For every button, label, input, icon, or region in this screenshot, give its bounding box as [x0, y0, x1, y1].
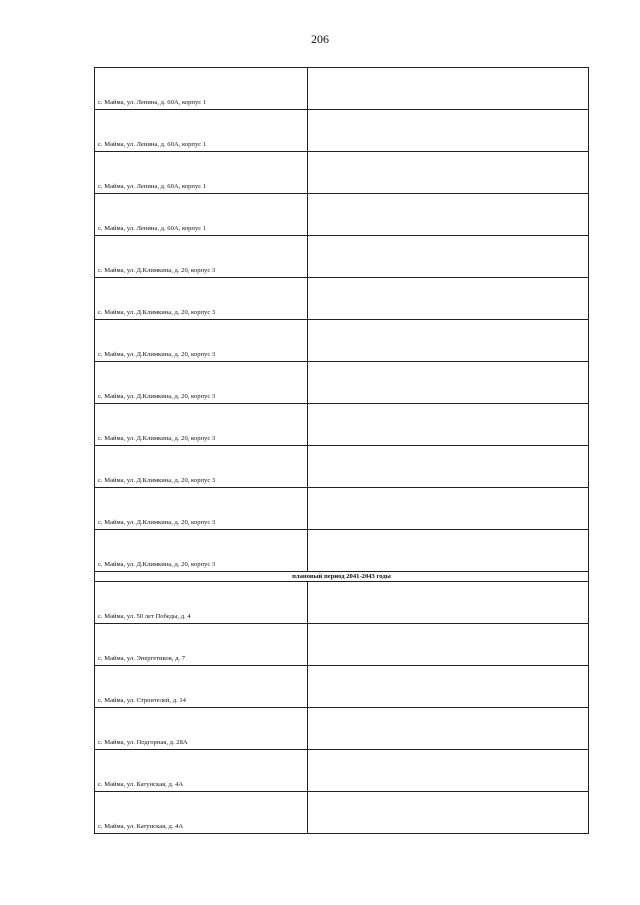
work-description-cell [308, 708, 589, 750]
section-header: плановый период 2041-2043 годы [95, 572, 589, 582]
table-row [95, 152, 589, 194]
table-row [95, 320, 589, 362]
table-row [95, 236, 589, 278]
address-cell: с. Майма, ул. Катунская, д. 4А [95, 750, 308, 792]
table-row [95, 792, 589, 834]
table-row [95, 278, 589, 320]
address-cell: с. Майма, ул. Ленина, д. 60А, корпус 1 [95, 194, 308, 236]
address-cell: с. Майма, ул. Строителей, д. 14 [95, 666, 308, 708]
address-cell: с. Майма, ул. Катунская, д. 4А [95, 792, 308, 834]
address-cell: с. Майма, ул. Ленина, д. 60А, корпус 1 [95, 110, 308, 152]
work-description-cell [308, 404, 589, 446]
work-description-cell [308, 236, 589, 278]
work-description-cell [308, 624, 589, 666]
address-cell: с. Майма, ул. Д.Климкина, д. 20, корпус 3 [95, 362, 308, 404]
table-row [95, 446, 589, 488]
table-row [95, 68, 589, 110]
table-row [95, 530, 589, 572]
work-description-cell [308, 152, 589, 194]
table-row [95, 488, 589, 530]
address-cell: с. Майма, ул. Энергетиков, д. 7 [95, 624, 308, 666]
work-description-cell [308, 362, 589, 404]
table-row [95, 708, 589, 750]
section-header-row [95, 572, 589, 582]
table-row [95, 194, 589, 236]
address-cell: с. Майма, ул. Ленина, д. 60А, корпус 1 [95, 152, 308, 194]
address-cell: с. Майма, ул. Д.Климкина, д. 20, корпус 3 [95, 530, 308, 572]
work-description-cell [308, 278, 589, 320]
address-cell: с. Майма, ул. Подгорная, д. 28А [95, 708, 308, 750]
page-number: 206 [311, 32, 329, 46]
work-description-cell [308, 582, 589, 624]
work-description-cell [308, 68, 589, 110]
address-cell: с. Майма, ул. Ленина, д. 60А, корпус 1 [95, 68, 308, 110]
address-cell: с. Майма, ул. Д.Климкина, д. 20, корпус 3 [95, 278, 308, 320]
work-description-cell [308, 320, 589, 362]
table-row [95, 362, 589, 404]
table-row [95, 110, 589, 152]
address-cell: с. Майма, ул. Д.Климкина, д. 20, корпус 3 [95, 488, 308, 530]
address-cell: с. Майма, ул. 50 лет Победы, д. 4 [95, 582, 308, 624]
table-row [95, 750, 589, 792]
table-row [95, 582, 589, 624]
works-table [94, 67, 589, 834]
section-header-body [95, 572, 589, 582]
address-cell: с. Майма, ул. Д.Климкина, д. 20, корпус 3 [95, 446, 308, 488]
work-description-cell [308, 750, 589, 792]
address-cell: с. Майма, ул. Д.Климкина, д. 20, корпус 3 [95, 236, 308, 278]
table-row [95, 624, 589, 666]
work-description-cell [308, 488, 589, 530]
work-description-cell [308, 110, 589, 152]
work-description-cell [308, 530, 589, 572]
address-cell: с. Майма, ул. Д.Климкина, д. 20, корпус 3 [95, 320, 308, 362]
table-row [95, 666, 589, 708]
table-row [95, 404, 589, 446]
work-description-cell [308, 792, 589, 834]
table-body-after [95, 582, 589, 834]
work-description-cell [308, 446, 589, 488]
address-cell: с. Майма, ул. Д.Климкина, д. 20, корпус 3 [95, 404, 308, 446]
work-description-cell [308, 194, 589, 236]
table-body-before [95, 68, 589, 572]
work-description-cell [308, 666, 589, 708]
